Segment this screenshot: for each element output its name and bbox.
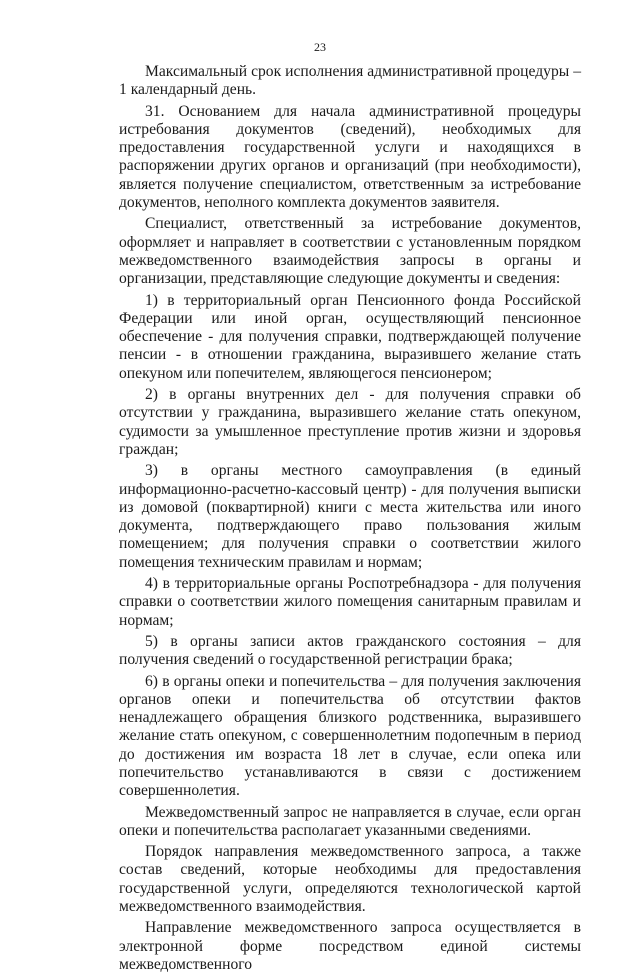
list-item-2-internal-affairs: 2) в органы внутренних дел - для получения справки об отсутствии у гражданина, выразившего желание стать опекуном, судимости за умышленное преступление против жизни и здоровья граждан;	[119, 386, 581, 458]
list-item-4-rospotrebnadzor: 4) в территориальные органы Роспотребнадзора - для получения справки о соответствии жилого помещения санитарным правилам и нормам;	[119, 575, 581, 629]
page-number: 23	[314, 40, 326, 54]
paragraph-request-procedure: Порядок направления межведомственного запроса, а также состав сведений, которые необходимы для предоставления государственной услуги, определяются технологической картой межведомственного взаимодействия.	[119, 843, 581, 916]
paragraph-specialist-requests: Специалист, ответственный за истребование документов, оформляет и направляет в соответствии с установленным порядком межведомственного взаимодействия запросы в органы и организации, представляющие следующие документы и сведения:	[119, 215, 581, 288]
paragraph-request-not-sent: Межведомственный запрос не направляется в случае, если орган опеки и попечительства располагает указанными сведениями.	[119, 803, 581, 839]
list-item-1-pension-fund: 1) в территориальный орган Пенсионного фонда Российской Федерации или иной орган, осуществляющий пенсионное обеспечение - для получения справки, подтверждающей получение пенсии - в отношении гражданина, выразившего желание стать опекуном или попечителем, являющегося пенсионером;	[119, 291, 581, 382]
paragraph-31-basis: 31. Основанием для начала административной процедуры истребования документов (сведений), необходимых для предоставления государственной услуги и находящихся в распоряжении других органов и организаций (при необходимости), является получение специалистом, ответственным за истребование документов, неполного комплекта документов заявителя.	[119, 102, 581, 212]
paragraph-processing-time: Максимальный срок исполнения административной процедуры – 1 календарный день.	[119, 63, 581, 99]
paragraph-electronic-form: Направление межведомственного запроса осуществляется в электронной форме посредством единой системы межведомственного	[119, 919, 581, 973]
list-item-6-guardianship: 6) в органы опеки и попечительства – для получения заключения органов опеки и попечительства об отсутствии фактов ненадлежащего обращения близкого родственника, выразившего желание стать опекуном, с совершеннолетним подопечным в период до достижения им возраста 18 лет в случае, если опека или попечительство устанавливаются в связи с достижением совершеннолетия.	[119, 672, 581, 800]
list-item-5-civil-registry: 5) в органы записи актов гражданского состояния – для получения сведений о государственной регистрации брака;	[119, 632, 581, 669]
list-item-3-local-government: 3) в органы местного самоуправления (в единый информационно-расчетно-кассовый центр) - для получения выписки из домовой (поквартирной) книги с места жительства или иного документа, подтверждающего право пользования жилым помещением; для получения справки о соответствии жилого помещения техническим правилам и нормам;	[119, 462, 581, 571]
document-body	[119, 63, 581, 977]
